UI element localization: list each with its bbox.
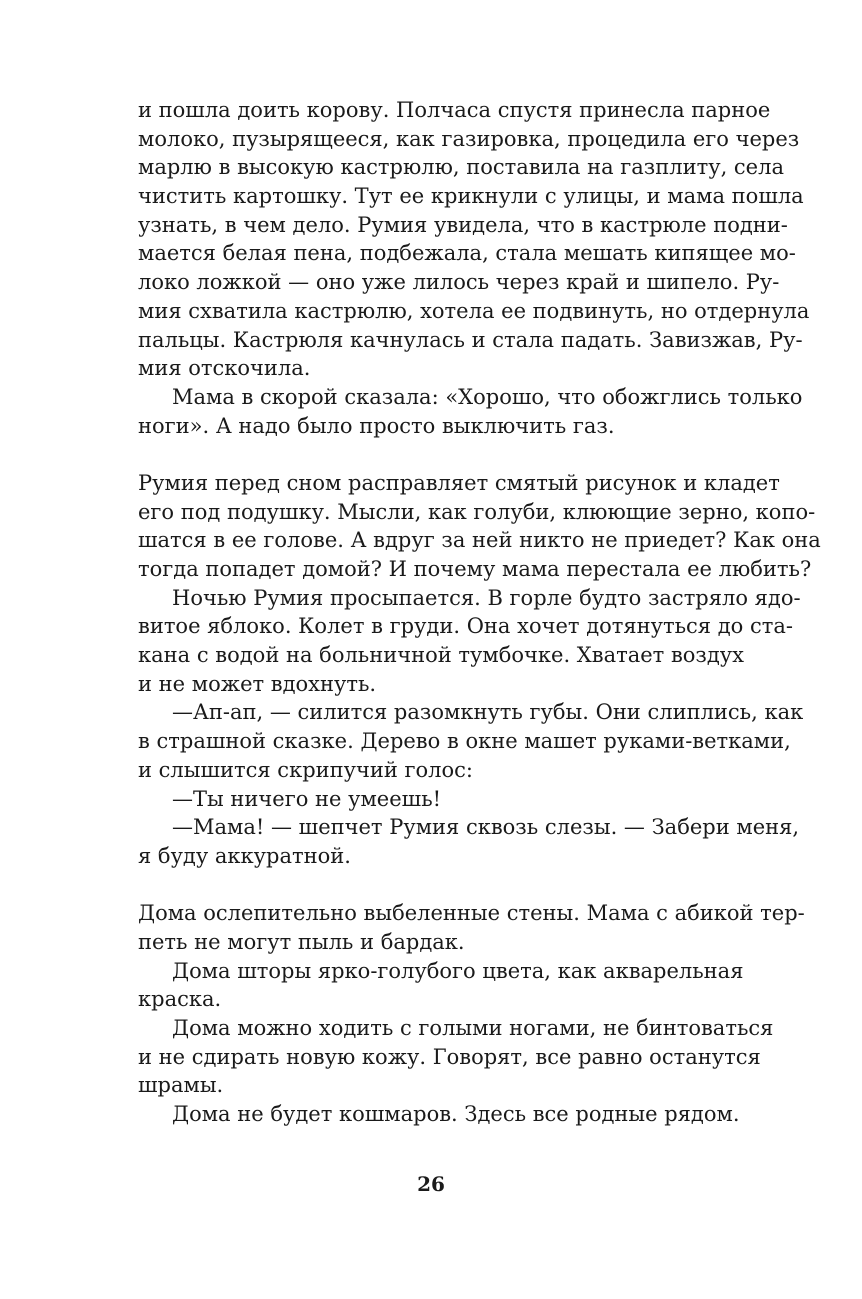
page-body: [138, 96, 821, 1129]
page-number: 26: [417, 1172, 445, 1196]
text-line: —Ап-ап, — силится разомкнуть губы. Они слиплись, как: [172, 700, 804, 725]
text-line: мия отскочила.: [138, 356, 311, 381]
text-line: чистить картошку. Тут ее крикнули с улицы, и мама пошла: [138, 184, 804, 209]
text-line: марлю в высокую кастрюлю, поставила на газплиту, села: [138, 155, 784, 180]
section-1: [138, 96, 810, 440]
text-line: и слышится скрипучий голос:: [138, 757, 474, 782]
text-line: мается белая пена, подбежала, стала мешать кипящее мо-: [138, 241, 796, 266]
paragraph: [138, 813, 800, 870]
text-line: Ночью Румия просыпается. В горле будто застряло ядо-: [172, 585, 801, 610]
paragraph: [138, 957, 744, 1014]
text-line: Дома можно ходить с голыми ногами, не бинтоваться: [172, 1016, 774, 1040]
paragraph: [138, 1100, 740, 1129]
text-line: молоко, пузырящееся, как газировка, процедила его через: [138, 126, 800, 151]
section-2: [138, 469, 821, 871]
section-break: [138, 440, 728, 469]
text-line: витое яблоко. Колет в груди. Она хочет дотянуться до ста-: [138, 614, 793, 639]
text-line: кана с водой на больничной тумбочке. Хватает воздух: [138, 643, 745, 668]
text-line: Румия перед сном расправляет смятый рисунок и кладет: [138, 470, 780, 495]
text-line: тогда попадет домой? И почему мама перестала ее любить?: [138, 557, 812, 581]
paragraph: [138, 584, 801, 699]
paragraph: [138, 96, 810, 383]
text-line: —Ты ничего не умеешь!: [172, 786, 442, 811]
paragraph: [138, 899, 805, 956]
text-line: Дома ослепительно выбеленные стены. Мама с абикой тер-: [138, 901, 805, 926]
text-line: и пошла доить корову. Полчаса спустя принесла парное: [138, 98, 771, 122]
text-line: —Мама! — шепчет Румия сквозь слезы. — Забери меня,: [172, 815, 800, 840]
section-break: [138, 871, 728, 900]
text-line: мия схватила кастрюлю, хотела ее подвинуть, но отдернула: [138, 298, 810, 323]
text-line: шатся в ее голове. А вдруг за ней никто не приедет? Как она: [138, 528, 821, 553]
text-line: краска.: [138, 987, 222, 1012]
text-line: и не может вдохнуть.: [138, 671, 377, 696]
paragraph: [138, 469, 821, 584]
text-line: узнать, в чем дело. Румия увидела, что в кастрюле подни-: [138, 212, 788, 237]
text-line: в страшной сказке. Дерево в окне машет руками-ветками,: [138, 729, 791, 754]
text-line: и не сдирать новую кожу. Говорят, все равно останутся: [138, 1044, 761, 1069]
text-line: петь не могут пыль и бардак.: [138, 929, 465, 954]
section-3: [138, 899, 805, 1129]
text-line: локо ложкой — оно уже лилось через край и шипело. Ру-: [138, 270, 780, 295]
text-line: ноги». А надо было просто выключить газ.: [138, 413, 615, 438]
text-line: его под подушку. Мысли, как голуби, клюющие зерно, копо-: [138, 499, 816, 524]
text-line: пальцы. Кастрюля качнулась и стала падать. Завизжав, Ру-: [138, 327, 803, 352]
text-line: Дома не будет кошмаров. Здесь все родные рядом.: [172, 1102, 740, 1127]
text-line: Дома шторы ярко-голубого цвета, как акварельная: [172, 958, 744, 983]
paragraph: [138, 1014, 774, 1100]
paragraph: [138, 383, 803, 440]
text-line: я буду аккуратной.: [138, 843, 351, 868]
text-line: Мама в скорой сказала: «Хорошо, что обожглись только: [172, 384, 803, 409]
paragraph: [138, 785, 728, 814]
text-line: шрамы.: [138, 1073, 224, 1098]
paragraph: [138, 698, 804, 784]
